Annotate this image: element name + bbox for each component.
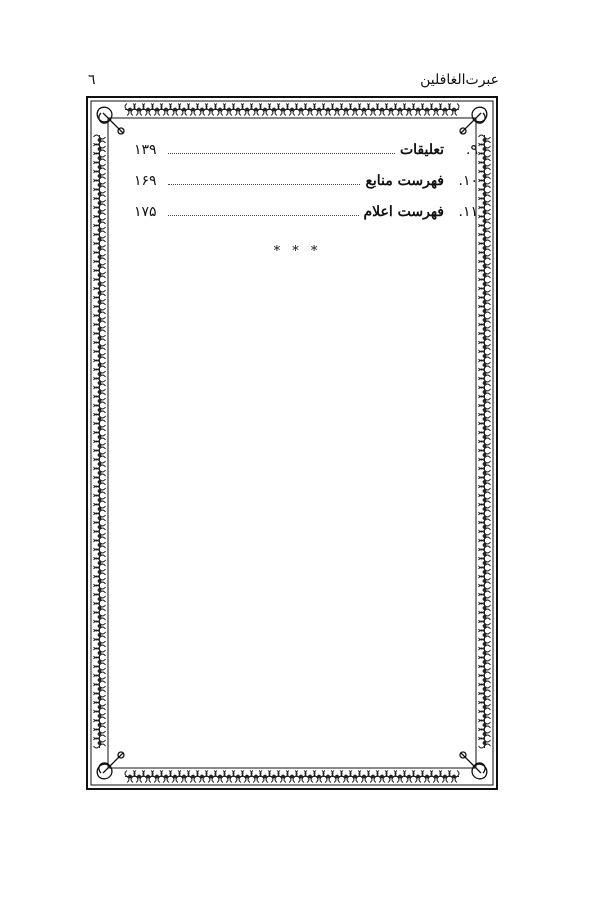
toc-entry-page: ۱۳۹ (134, 142, 157, 158)
dot-leader (168, 152, 395, 154)
book-title: عبرت‌الغافلین (420, 72, 499, 88)
toc-entry-number: ۱۰. (458, 173, 478, 189)
toc-entry[interactable] (134, 173, 478, 204)
toc-entry[interactable] (134, 204, 478, 235)
running-head (88, 72, 499, 94)
toc-entry-number: ۹. (466, 142, 478, 158)
dot-leader (168, 214, 359, 216)
toc-entry[interactable] (134, 142, 478, 173)
toc-entry-page: ۱۶۹ (134, 173, 157, 189)
toc-entry-page: ۱۷۵ (134, 204, 157, 220)
toc-entry-title: فهرست منابع (365, 173, 444, 189)
dot-leader (168, 183, 360, 185)
table-of-contents (134, 142, 478, 235)
toc-entry-title: تعلیقات (399, 142, 444, 158)
toc-entry-title: فهرست اعلام (363, 204, 444, 220)
section-separator: * * * (273, 244, 322, 259)
toc-entry-number: ۱۱. (458, 204, 478, 220)
page-number: ٦ (88, 72, 96, 88)
